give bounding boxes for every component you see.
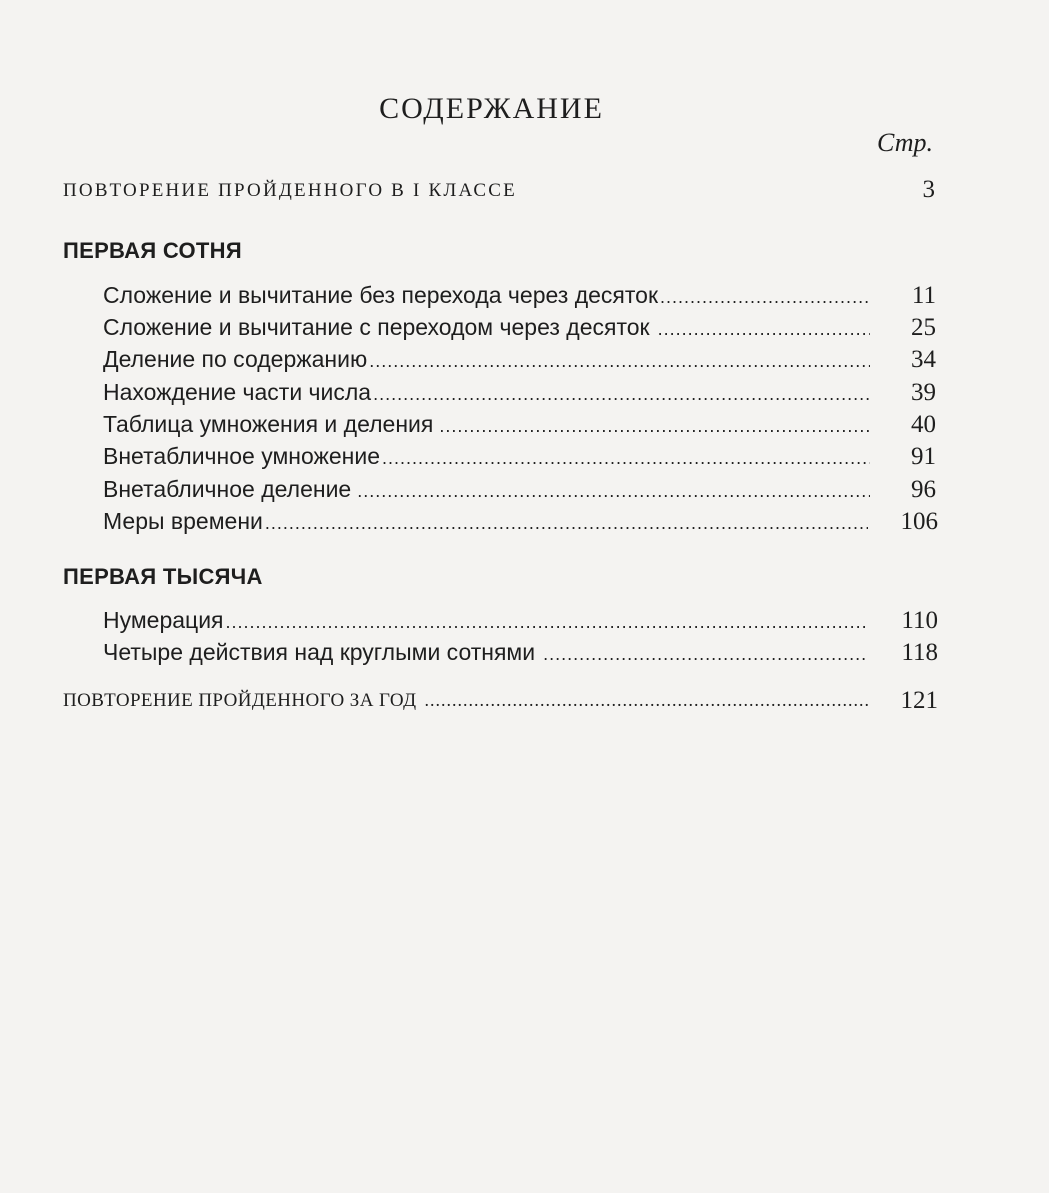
leader-dots	[369, 351, 870, 372]
toc-entry-label: Сложение и вычитание с переходом через десяток	[103, 314, 650, 340]
toc-entry-page: 106	[900, 508, 938, 535]
leader-dots	[357, 481, 870, 502]
toc-entry[interactable]	[103, 379, 936, 406]
toc-entry-page: 118	[901, 639, 938, 666]
toc-entry-page: 40	[911, 411, 936, 438]
toc-entry-page: 34	[911, 346, 936, 373]
toc-entry-label: Сложение и вычитание без перехода через десяток	[103, 282, 659, 308]
leader-dots	[660, 287, 870, 308]
toc-entry-page: 96	[911, 476, 936, 503]
section-heading: ПЕРВАЯ СОТНЯ	[63, 238, 242, 263]
toc-entry[interactable]	[103, 639, 938, 666]
toc-entry-label: ПОВТОРЕНИЕ ПРОЙДЕННОГО В I КЛАССЕ	[63, 180, 517, 201]
toc-entry-page: 11	[911, 282, 936, 309]
page-column-label: Стр.	[877, 128, 933, 157]
leader-dots	[439, 416, 870, 437]
section-heading: ПЕРВАЯ ТЫСЯЧА	[63, 564, 263, 589]
toc-entry-label: Внетабличное деление	[103, 476, 352, 502]
toc-entry-label: Деление по содержанию	[103, 346, 368, 372]
toc-entry[interactable]	[103, 508, 938, 535]
toc-entry-page: 25	[911, 314, 936, 341]
toc-entry-label: ПОВТОРЕНИЕ ПРОЙДЕННОГО ЗА ГОД	[63, 690, 417, 711]
toc-entry[interactable]	[103, 314, 936, 341]
toc-entry-intro[interactable]	[63, 176, 935, 203]
toc-entry-label: Нумерация	[103, 607, 224, 633]
toc-entry[interactable]	[103, 411, 936, 438]
toc-entry[interactable]	[103, 443, 936, 470]
contents-title	[0, 92, 1049, 126]
toc-entry-page: 121	[900, 687, 938, 714]
leader-dots	[265, 513, 868, 534]
leader-dots	[424, 690, 868, 711]
toc-entry-label: Меры времени	[103, 508, 263, 534]
toc-entry[interactable]	[103, 282, 936, 309]
toc-entry[interactable]	[103, 607, 938, 634]
toc-entry-label: Таблица умножения и деления	[103, 411, 434, 437]
toc-entry-page: 91	[911, 443, 936, 470]
contents-title-text: СОДЕРЖАНИЕ	[379, 92, 604, 125]
toc-entry[interactable]	[103, 346, 936, 373]
toc-entry-label: Нахождение части числа	[103, 379, 372, 405]
leader-dots	[226, 612, 868, 633]
leader-dots	[382, 448, 870, 469]
toc-entry[interactable]	[103, 476, 936, 503]
toc-entry-page: 110	[901, 607, 938, 634]
leader-dots	[543, 644, 868, 665]
toc-entry-outro[interactable]	[63, 687, 938, 714]
toc-entry-label: Внетабличное умножение	[103, 443, 381, 469]
toc-entry-label: Четыре действия над круглыми сотнями	[103, 639, 536, 665]
leader-dots	[373, 384, 870, 405]
leader-dots	[658, 319, 870, 340]
toc-entry-page: 3	[922, 176, 935, 203]
toc-entry-page: 39	[911, 379, 936, 406]
